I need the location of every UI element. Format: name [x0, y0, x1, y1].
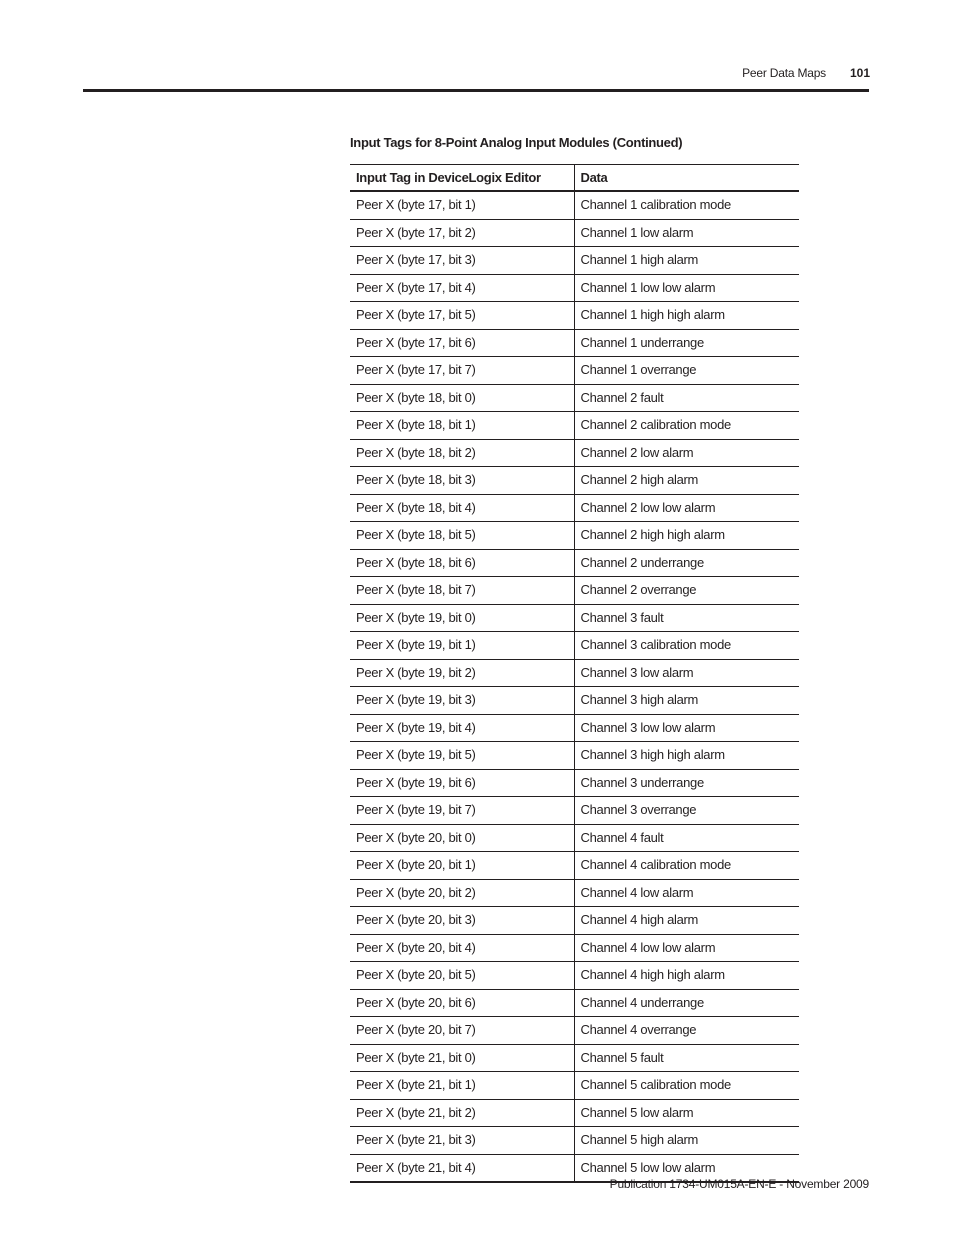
data-cell: Channel 2 calibration mode	[574, 412, 799, 440]
table-header-row	[350, 165, 799, 192]
data-cell: Channel 4 calibration mode	[574, 852, 799, 880]
page-number: 101	[850, 66, 871, 80]
data-cell: Channel 1 calibration mode	[574, 191, 799, 219]
input-tag-cell: Peer X (byte 19, bit 4)	[356, 719, 476, 735]
table-row	[350, 797, 799, 825]
input-tags-table	[350, 164, 799, 1183]
data-cell: Channel 4 low alarm	[574, 879, 799, 907]
data-cell: Channel 1 high high alarm	[574, 302, 799, 330]
table-row	[350, 329, 799, 357]
header-rule	[83, 89, 869, 92]
table-row	[350, 412, 799, 440]
data-cell: Channel 4 high high alarm	[574, 962, 799, 990]
data-cell: Channel 4 overrange	[574, 1017, 799, 1045]
input-tag-cell: Peer X (byte 17, bit 7)	[356, 362, 476, 377]
column-header-input-tag: Input Tag in DeviceLogix Editor	[356, 170, 541, 185]
data-cell: Channel 3 underrange	[574, 769, 799, 797]
input-tag-cell: Peer X (byte 19, bit 7)	[356, 802, 476, 817]
table-row	[350, 934, 799, 962]
table-row	[350, 522, 799, 550]
data-cell: Channel 1 low alarm	[574, 219, 799, 247]
data-cell: Channel 1 overrange	[574, 357, 799, 385]
table-row	[350, 1072, 799, 1100]
input-tag-cell: Peer X (byte 17, bit 5)	[356, 307, 476, 322]
data-cell: Channel 3 calibration mode	[574, 632, 799, 660]
input-tag-cell: Peer X (byte 20, bit 0)	[356, 829, 476, 845]
data-cell: Channel 3 overrange	[574, 797, 799, 825]
table-row	[350, 384, 799, 412]
data-cell: Channel 1 low low alarm	[574, 274, 799, 302]
table-row	[350, 219, 799, 247]
input-tag-cell: Peer X (byte 17, bit 4)	[356, 279, 476, 295]
input-tag-cell: Peer X (byte 17, bit 1)	[356, 197, 476, 212]
input-tag-cell: Peer X (byte 17, bit 3)	[356, 252, 476, 267]
table-row	[350, 714, 799, 742]
input-tag-cell: Peer X (byte 21, bit 3)	[356, 1132, 476, 1147]
column-header-data: Data	[574, 165, 799, 192]
table-row	[350, 577, 799, 605]
input-tag-cell: Peer X (byte 18, bit 5)	[356, 527, 476, 542]
input-tag-cell: Peer X (byte 20, bit 2)	[356, 884, 476, 900]
input-tag-cell: Peer X (byte 18, bit 3)	[356, 472, 476, 487]
table-row	[350, 604, 799, 632]
input-tag-cell: Peer X (byte 21, bit 0)	[356, 1049, 476, 1065]
data-cell: Channel 2 high alarm	[574, 467, 799, 495]
table-row	[350, 302, 799, 330]
data-cell: Channel 5 low alarm	[574, 1099, 799, 1127]
table-row	[350, 1099, 799, 1127]
input-tag-cell: Peer X (byte 20, bit 7)	[356, 1022, 476, 1037]
data-cell: Channel 3 high alarm	[574, 687, 799, 715]
section-title: Peer Data Maps	[742, 66, 826, 80]
table-row	[350, 879, 799, 907]
data-cell: Channel 4 underrange	[574, 989, 799, 1017]
table-row	[350, 962, 799, 990]
input-tag-cell: Peer X (byte 19, bit 1)	[356, 637, 476, 652]
data-cell: Channel 1 high alarm	[574, 247, 799, 275]
data-cell: Channel 2 low alarm	[574, 439, 799, 467]
input-tag-cell: Peer X (byte 21, bit 2)	[356, 1104, 476, 1120]
table-body	[350, 191, 799, 1182]
table-row	[350, 549, 799, 577]
input-tag-cell: Peer X (byte 20, bit 1)	[356, 857, 476, 872]
table-row	[350, 632, 799, 660]
input-tag-cell: Peer X (byte 19, bit 0)	[356, 609, 476, 625]
data-cell: Channel 1 underrange	[574, 329, 799, 357]
input-tag-cell: Peer X (byte 19, bit 6)	[356, 774, 476, 790]
table-row	[350, 1017, 799, 1045]
data-cell: Channel 4 fault	[574, 824, 799, 852]
table-row	[350, 907, 799, 935]
table-row	[350, 274, 799, 302]
data-cell: Channel 2 low low alarm	[574, 494, 799, 522]
data-cell: Channel 3 high high alarm	[574, 742, 799, 770]
table-row	[350, 467, 799, 495]
table-row	[350, 357, 799, 385]
data-cell: Channel 4 low low alarm	[574, 934, 799, 962]
input-tag-cell: Peer X (byte 17, bit 6)	[356, 334, 476, 350]
input-tag-cell: Peer X (byte 19, bit 3)	[356, 692, 476, 707]
input-tag-cell: Peer X (byte 18, bit 4)	[356, 499, 476, 515]
input-tag-cell: Peer X (byte 20, bit 4)	[356, 939, 476, 955]
table-row	[350, 1044, 799, 1072]
input-tag-cell: Peer X (byte 19, bit 2)	[356, 664, 476, 680]
table-row	[350, 852, 799, 880]
data-cell: Channel 3 low alarm	[574, 659, 799, 687]
data-cell: Channel 2 fault	[574, 384, 799, 412]
table-row	[350, 439, 799, 467]
input-tag-cell: Peer X (byte 18, bit 0)	[356, 389, 476, 405]
input-tag-cell: Peer X (byte 18, bit 7)	[356, 582, 476, 597]
input-tag-cell: Peer X (byte 20, bit 5)	[356, 967, 476, 982]
table-row	[350, 989, 799, 1017]
table-row	[350, 824, 799, 852]
table-row	[350, 1127, 799, 1155]
data-cell: Channel 5 fault	[574, 1044, 799, 1072]
table-caption: Input Tags for 8-Point Analog Input Modules (Continued)	[350, 135, 683, 150]
input-tag-cell: Peer X (byte 20, bit 6)	[356, 994, 476, 1010]
input-tag-cell: Peer X (byte 18, bit 6)	[356, 554, 476, 570]
publication-footer: Publication 1734-UM015A-EN-E - November 2009	[609, 1177, 869, 1191]
table-row	[350, 687, 799, 715]
input-tag-cell: Peer X (byte 20, bit 3)	[356, 912, 476, 927]
table-row	[350, 659, 799, 687]
data-cell: Channel 3 low low alarm	[574, 714, 799, 742]
table-row	[350, 769, 799, 797]
table-row	[350, 494, 799, 522]
table-row	[350, 742, 799, 770]
data-cell: Channel 5 high alarm	[574, 1127, 799, 1155]
input-tag-cell: Peer X (byte 21, bit 4)	[356, 1159, 476, 1175]
input-tag-cell: Peer X (byte 21, bit 1)	[356, 1077, 476, 1092]
data-cell: Channel 5 calibration mode	[574, 1072, 799, 1100]
data-cell: Channel 2 high high alarm	[574, 522, 799, 550]
data-cell: Channel 2 underrange	[574, 549, 799, 577]
data-cell: Channel 4 high alarm	[574, 907, 799, 935]
input-tag-cell: Peer X (byte 18, bit 1)	[356, 417, 476, 432]
table-row	[350, 191, 799, 219]
input-tag-cell: Peer X (byte 17, bit 2)	[356, 224, 476, 240]
table-row	[350, 247, 799, 275]
input-tag-cell: Peer X (byte 18, bit 2)	[356, 444, 476, 460]
data-cell: Channel 3 fault	[574, 604, 799, 632]
data-cell: Channel 5 low low alarm	[574, 1154, 799, 1182]
input-tag-cell: Peer X (byte 19, bit 5)	[356, 747, 476, 762]
data-cell: Channel 2 overrange	[574, 577, 799, 605]
